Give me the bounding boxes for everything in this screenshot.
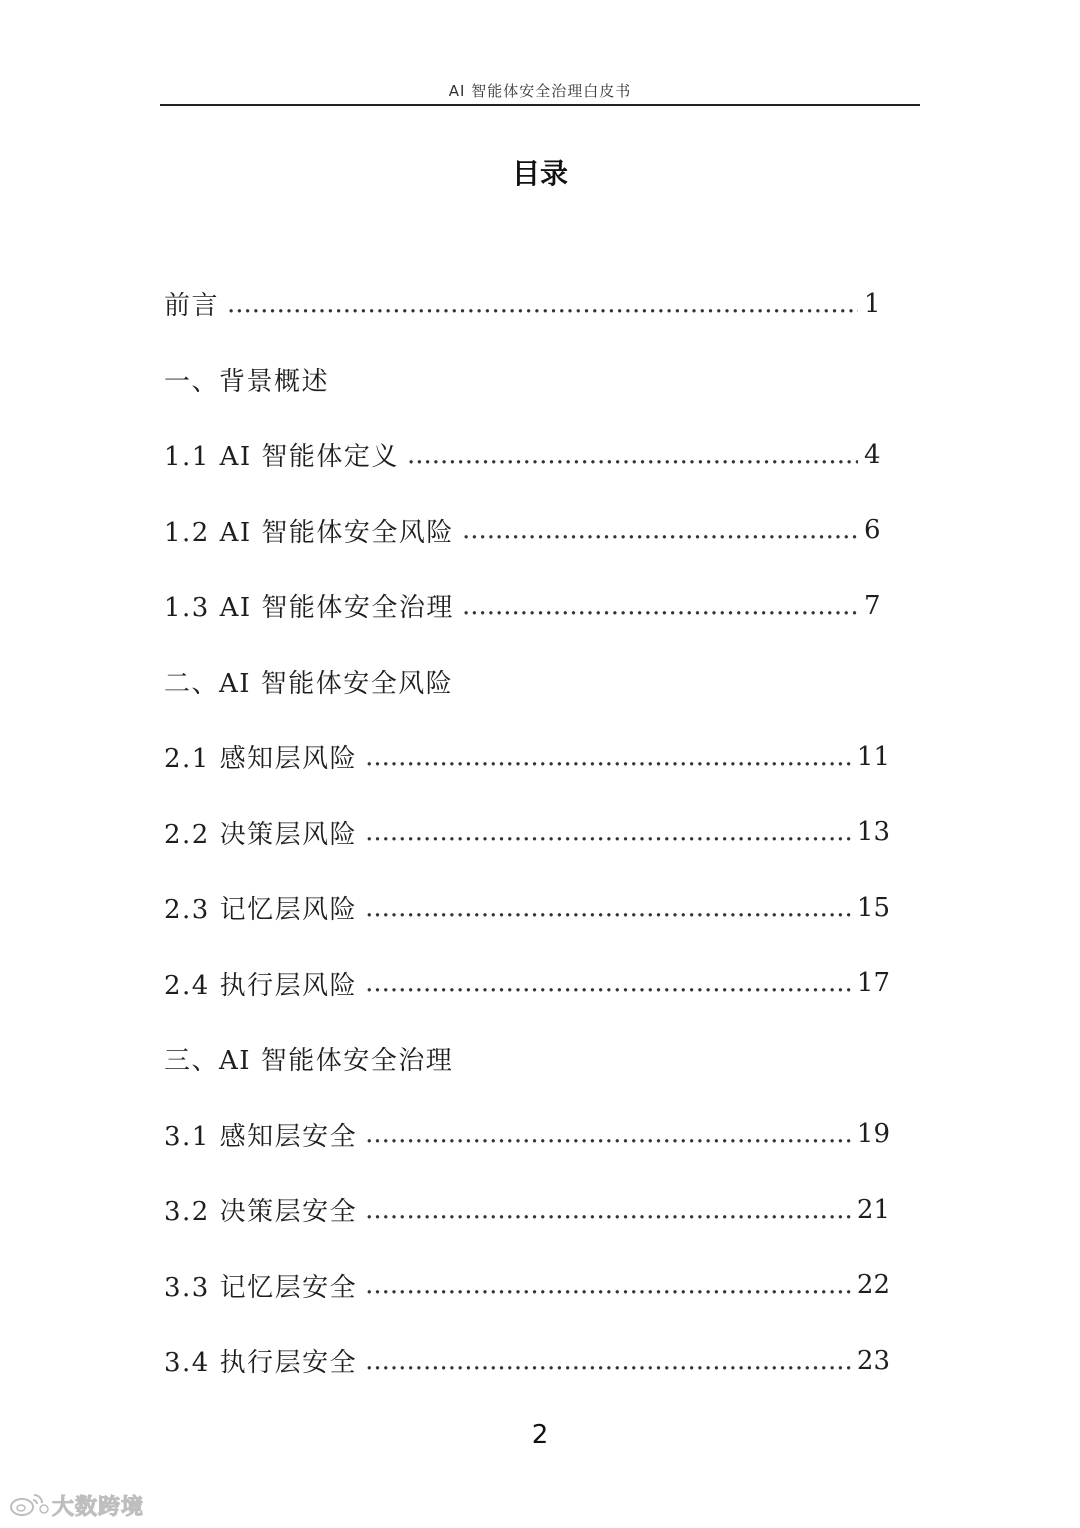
dot-leader bbox=[365, 1197, 851, 1223]
toc-entry-preface[interactable] bbox=[164, 266, 890, 342]
toc-entry-label: 3.3 记忆层安全 bbox=[164, 1272, 358, 1303]
toc-section-label: 二、AI 智能体安全风险 bbox=[164, 668, 454, 699]
toc-entry-label: 3.4 执行层安全 bbox=[164, 1348, 358, 1379]
toc-entry-page: 23 bbox=[856, 1345, 890, 1376]
dot-leader bbox=[462, 593, 858, 619]
toc-entry-label: 2.4 执行层风险 bbox=[164, 970, 358, 1001]
dot-leader bbox=[365, 744, 851, 770]
toc-entry-1-1[interactable] bbox=[164, 417, 890, 493]
weibo-logo-icon bbox=[8, 1491, 50, 1521]
toc-section-2[interactable] bbox=[164, 644, 890, 720]
toc-entry-page: 19 bbox=[856, 1119, 890, 1150]
toc-entry-3-2[interactable] bbox=[164, 1172, 890, 1248]
toc-entry-page: 13 bbox=[856, 817, 890, 848]
dot-leader bbox=[227, 291, 858, 317]
dot-leader bbox=[365, 895, 851, 921]
toc-title: 目录 bbox=[511, 157, 568, 190]
running-header: AI 智能体安全治理白皮书 bbox=[448, 82, 632, 100]
toc-entry-3-3[interactable] bbox=[164, 1248, 890, 1324]
toc-entry-page: 1 bbox=[864, 288, 881, 319]
toc-entry-page: 17 bbox=[856, 968, 890, 999]
dot-leader bbox=[365, 1121, 851, 1147]
toc-entry-label: 1.1 AI 智能体定义 bbox=[164, 442, 399, 473]
toc-entry-2-2[interactable] bbox=[164, 795, 890, 871]
header-rule bbox=[160, 104, 920, 106]
toc-entry-page: 21 bbox=[856, 1194, 890, 1225]
toc-entry-2-4[interactable] bbox=[164, 946, 890, 1022]
page-number: 2 bbox=[531, 1420, 549, 1450]
toc-entry-2-1[interactable] bbox=[164, 719, 890, 795]
toc-entry-label: 1.2 AI 智能体安全风险 bbox=[164, 517, 454, 548]
toc-entry-2-3[interactable] bbox=[164, 870, 890, 946]
toc-section-3[interactable] bbox=[164, 1021, 890, 1097]
toc-entry-3-1[interactable] bbox=[164, 1097, 890, 1173]
dot-leader bbox=[462, 517, 858, 543]
toc-entry-label: 3.2 决策层安全 bbox=[164, 1197, 358, 1228]
toc-entry-label: 3.1 感知层安全 bbox=[164, 1121, 358, 1152]
dot-leader bbox=[365, 970, 851, 996]
toc-entry-label: 2.3 记忆层风险 bbox=[164, 895, 358, 926]
dot-leader bbox=[365, 1272, 851, 1298]
toc-entry-page: 6 bbox=[864, 515, 881, 546]
toc-entry-page: 22 bbox=[856, 1270, 890, 1301]
watermark bbox=[8, 1490, 144, 1521]
toc-section-1[interactable] bbox=[164, 342, 890, 418]
dot-leader bbox=[365, 1348, 851, 1374]
toc-section-label: 一、背景概述 bbox=[164, 366, 330, 397]
toc-entry-page: 7 bbox=[864, 590, 881, 621]
dot-leader bbox=[407, 442, 858, 468]
table-of-contents bbox=[164, 266, 890, 1399]
toc-entry-label: 2.2 决策层风险 bbox=[164, 819, 358, 850]
toc-section-label: 三、AI 智能体安全治理 bbox=[164, 1046, 454, 1077]
toc-entry-1-3[interactable] bbox=[164, 568, 890, 644]
toc-entry-label: 1.3 AI 智能体安全治理 bbox=[164, 593, 454, 624]
toc-entry-page: 15 bbox=[856, 892, 890, 923]
watermark-text: 大数跨境 bbox=[52, 1495, 145, 1520]
toc-entry-label: 前言 bbox=[164, 291, 220, 322]
toc-entry-1-2[interactable] bbox=[164, 493, 890, 569]
dot-leader bbox=[365, 819, 851, 845]
toc-entry-3-4[interactable] bbox=[164, 1323, 890, 1399]
toc-entry-page: 11 bbox=[856, 741, 890, 772]
toc-entry-page: 4 bbox=[864, 439, 881, 470]
toc-entry-label: 2.1 感知层风险 bbox=[164, 744, 358, 775]
